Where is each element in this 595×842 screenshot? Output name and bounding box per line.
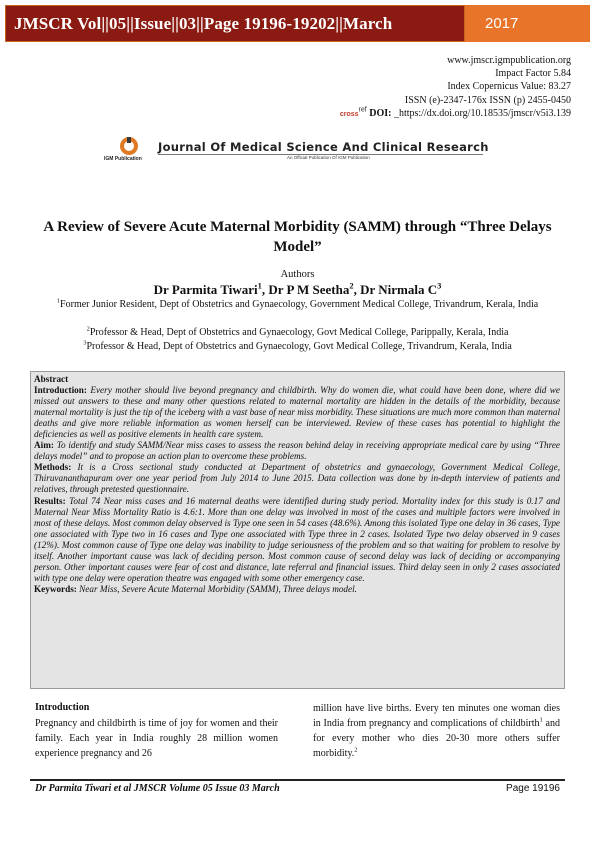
introduction-heading: Introduction	[35, 702, 90, 713]
affiliation-1: $^1$Former Junior Resident, Dept of Obstetrics and Gynaecology, Government Medical College, Trivandrum, Kerala, India	[56, 297, 539, 310]
website-link[interactable]: www.jmscr.igmpublication.org	[447, 55, 571, 66]
doi-link[interactable]: _https://dx.doi.org/10.18535/jmscr/v5i3.139	[393, 108, 571, 119]
crossref-logo-suffix: ref	[358, 106, 367, 114]
issn-line: ISSN (e)-2347-176x ISSN (p) 2455-0450	[404, 95, 571, 106]
logo-publisher-name: IGM Publication	[104, 156, 142, 162]
abstract-heading: Abstract	[34, 374, 69, 384]
abstract-methods: Methods: It is a Cross sectional study conducted at Department of obstetrics and gynaecology, Government Medical College, Thiruvananthapuram over one year period from July 2014 to June 2015. Data collection was done by in-depth interview of patients and relatives, through pretested questionnaire.	[34, 462, 560, 495]
journal-name: Journal Of Medical Science And Clinical Research	[158, 140, 489, 154]
author-name: Dr P M Seetha	[268, 282, 350, 297]
affiliation-3: $^3$Professor & Head, Dept of Obstetrics and Gynaecology, Govt Medical College, Trivandrum, Kerala, India	[83, 339, 512, 352]
authors-label: Authors	[280, 269, 315, 280]
journal-header-bar	[5, 5, 590, 42]
crossref-logo: cross	[339, 111, 359, 118]
abstract-aim: Aim: To identify and study SAMM/Near miss cases to assess the reason behind delay in receiving appropriate medical care by using “Three delays model” and to propose an action plan to overcome these problems.	[34, 440, 561, 462]
author-list: Dr Parmita Tiwari$^1$, Dr P M Seetha$^2$, Dr Nirmala $C^3$	[153, 280, 442, 297]
igm-logo-icon	[118, 135, 140, 157]
impact-factor: Impact Factor 5.84	[495, 68, 571, 79]
paper-title: A Review of Severe Acute Maternal Morbidity (SAMM) through “Three Delays Model”	[43, 219, 552, 255]
journal-issue-banner: JMSCR Vol||05||Issue||03||Page 19196-19202||March	[5, 5, 465, 42]
doi-label: DOI:	[369, 108, 392, 119]
abstract-results: Results: Total 74 Near miss cases and 16 maternal deaths were identified during study period. Mortality index for this study is 0.17 and Maternal Near Miss Mortality Ratio is 4.6:1. More than one delay was involved in most of the cases and multiple factors were involved in most of these delays. Most common delay observed is Type one seen in 54 cases (48.6%). Among this isolated Type one delay in 36 cases, Type one associated with Type two in 16 cases and Type one associated with Type three in 2 cases. Isolated Type two delay observed in 9 cases (12%). Most common cause of Type one delay was inability to judge seriousness of the problem and so that waiting for problem to resolve by itself. Another important cause was lack of deciding person. Most common cause of second delay was lack of deciding or accompanying person. Other important causes were fear of cost and distance, late referral and financial issues. Third delay seen in only 2 cases associated with type one delay were operation theatre was engaged with some other emergency case.	[34, 495, 560, 583]
doi-line	[340, 108, 571, 121]
index-copernicus: Index Copernicus Value: 83.27	[447, 81, 571, 92]
abstract-introduction: Introduction: Every mother should live beyond pregnancy and childbirth. Why do women die, what could have been done, where did we missed out answers to these and many other questions related to maternal mortality are hidden in the details of the morbidity, because maternal mortality is just the tip of the iceberg with a vast base of near miss morbidity. These situations are much more common than maternal deaths and give more reliable information as women herself can be interviewed. Review of these cases has potential to highlight the deficiencies as well as positive elements in health care system.	[34, 385, 560, 440]
body-column-left: Pregnancy and childbirth is time of joy for women and their family. Each year in India roughly 28 million women experience pregnancy and 26	[35, 718, 278, 759]
body-column-right: million have live births. Every ten minutes one woman dies in India from pregnancy and complications of childbirth$^1$ and for every mother who dies 20-30 more others suffer morbidity.$^2$	[313, 703, 560, 759]
abstract-keywords: Keywords: Near Miss, Severe Acute Maternal Morbidity (SAMM), Three delays model.	[34, 583, 357, 594]
author-name: Dr Parmita Tiwari	[153, 282, 258, 297]
author-name: Dr Nirmala C	[360, 282, 438, 297]
footer-divider	[30, 779, 565, 781]
affiliation-2: $^2$Professor & Head, Dept of Obstetrics and Gynaecology, Govt Medical College, Parippally, Kerala, India	[86, 325, 509, 338]
footer-citation: Dr Parmita Tiwari et al JMSCR Volume 05 Issue 03 March	[35, 783, 280, 794]
journal-tagline: An Official Publication Of IGM Publication	[287, 155, 370, 160]
page-number: Page 19196	[506, 783, 560, 794]
year-badge: 2017	[465, 5, 590, 42]
abstract-box	[30, 371, 565, 689]
